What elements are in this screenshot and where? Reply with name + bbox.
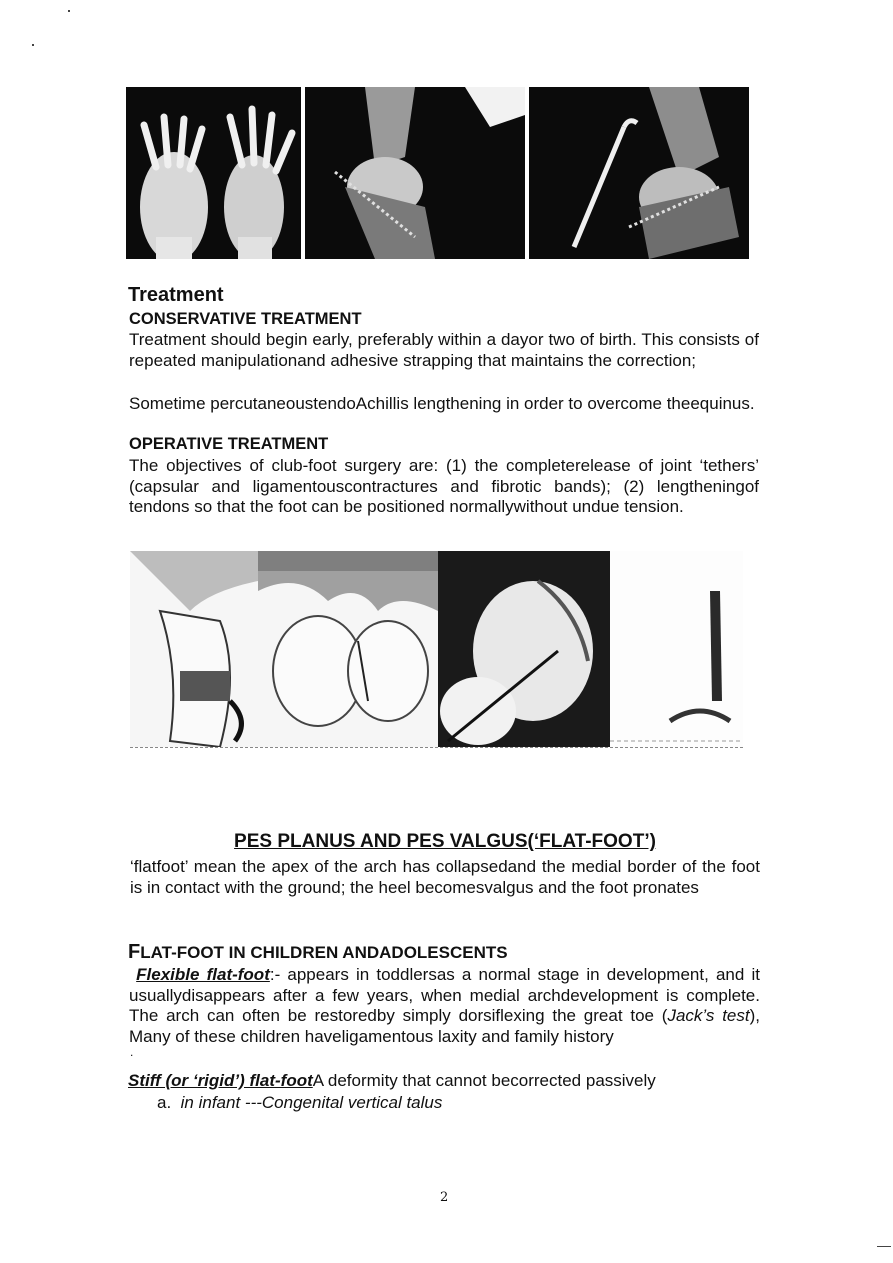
conservative-paragraph-2: Sometime percutaneoustendoAchillis lengthening in order to overcome theequinus. [129,394,755,413]
xray-lateral-panel [305,87,525,259]
flexible-flatfoot-text-2: ), Many of these children haveligamentous laxity and family history [129,1006,760,1046]
xray-correction-panel [529,87,749,259]
conservative-treatment-heading: CONSERVATIVE TREATMENT [129,310,362,328]
scan-speck [32,44,34,46]
list-item-a [157,1093,442,1114]
stray-dot: . [130,1045,134,1059]
children-heading-initial: F [128,941,141,963]
conservative-paragraph-1: Treatment should begin early, preferably within a dayor two of birth. This consists of repeated manipulationand adhesive strapping that maintains the correction; [129,330,759,370]
surgery-figure [130,551,743,748]
flexible-flatfoot-paragraph [129,965,760,1047]
xray-hands-panel [126,87,301,259]
operative-treatment-heading: OPERATIVE TREATMENT [129,435,329,453]
xray-figure [126,87,749,259]
children-heading-rest: LAT-FOOT IN CHILDREN ANDADOLESCENTS [140,943,508,962]
scan-speck [68,10,70,12]
children-flatfoot-heading [128,941,508,964]
flexible-flatfoot-text-1: :- appears in toddlersas a normal stage in development, and it usuallydisappears after a few years, when medial archdevelopment is complete. The arch can often be restoredby simply dorsiflexing the great toe ( [129,965,760,1025]
scan-speck [877,1246,891,1247]
stiff-flatfoot-paragraph [128,1071,760,1092]
list-item-text: in infant ---Congenital vertical talus [180,1093,443,1112]
flatfoot-title: PES PLANUS AND PES VALGUS(‘FLAT-FOOT’) [234,831,656,852]
jacks-test: Jack’s test [667,1006,750,1025]
operative-paragraph: The objectives of club-foot surgery are: (1) the completerelease of joint ‘tethers’ (capsular and ligamentouscontractures and fibrotic bands); (2) lengtheningof tendons so that the foot can be positioned normallywithout undue tension. [129,456,759,516]
flatfoot-definition: ‘flatfoot’ mean the apex of the arch has collapsedand the medial border of the foot is in contact with the ground; the heel becomesvalgus and the foot pronates [130,857,760,897]
surgery-panel-3 [438,551,610,747]
surgery-panel-4 [610,551,743,747]
stiff-flatfoot-text: A deformity that cannot becorrected passively [312,1071,656,1090]
surgery-panel-2 [258,551,438,747]
list-marker: a. [157,1093,172,1112]
flexible-flatfoot-term: Flexible flat-foot [136,965,270,984]
treatment-heading: Treatment [128,284,224,306]
stiff-flatfoot-term: Stiff (or ‘rigid’) flat-foot [128,1071,313,1090]
surgery-panel-1 [130,551,258,747]
page-number: 2 [440,1190,449,1205]
